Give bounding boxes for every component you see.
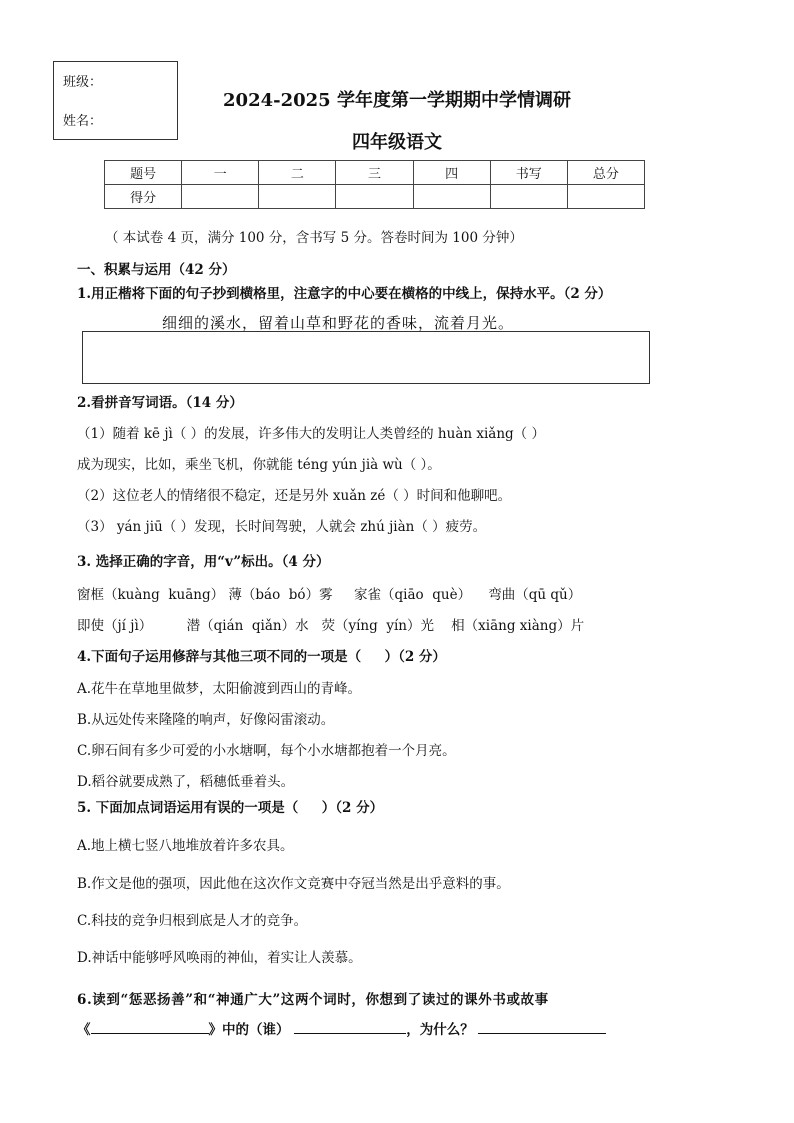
score-cell[interactable] bbox=[413, 185, 490, 209]
question-2-line-1: （1）随着 kē jì（ ）的发展，许多伟大的发明让人类曾经的 huàn xiǎng（ ） bbox=[77, 426, 545, 442]
question-6-who-label: 》中的（谁） bbox=[208, 1022, 290, 1038]
table-row bbox=[105, 161, 645, 185]
question-2-line-4: （3） yán jiū（ ）发现，长时间驾驶，人就会 zhú jiàn（ ）疲劳。 bbox=[77, 519, 487, 535]
book-title-blank[interactable] bbox=[91, 1019, 209, 1034]
score-cell[interactable] bbox=[567, 185, 644, 209]
option-d: D.稻谷就要成熟了，稻穗低垂着头。 bbox=[77, 774, 295, 790]
question-6-prompt: 6.读到“惩恶扬善”和“神通广大”这两个词时，你想到了读过的课外书或故事 bbox=[77, 992, 549, 1008]
question-2-prompt: 2.看拼音写词语。（14 分） bbox=[77, 395, 243, 411]
book-open-mark: 《 bbox=[77, 1022, 91, 1038]
exam-title: 2024-2025 学年度第一学期期中学情调研 bbox=[223, 90, 571, 111]
class-label: 班级： bbox=[63, 75, 103, 90]
score-cell[interactable] bbox=[182, 185, 259, 209]
question-3-prompt: 3. 选择正确的字音，用“v”标出。（4 分） bbox=[77, 554, 330, 570]
option-a: A.花牛在草地里做梦，太阳偷渡到西山的青峰。 bbox=[77, 681, 362, 697]
question-3-line-1: 窗框（kuàng kuāng） 薄（báo bó）雾 家雀（qiāo què） 弯曲（qū qǔ） bbox=[77, 587, 582, 603]
score-row-label: 得分 bbox=[105, 185, 182, 209]
section-heading: 一、积累与运用（42 分） bbox=[77, 262, 236, 278]
reason-blank[interactable] bbox=[478, 1019, 606, 1034]
question-2-line-2: 成为现实，比如，乘坐飞机，你就能 téng yún jià wù（ ）。 bbox=[77, 457, 441, 473]
header-cell-number: 题号 bbox=[105, 161, 182, 185]
question-3-line-2: 即使（jí jì） 潜（qián qiǎn）水 荧（yíng yín）光 相（xiāng xiàng）片 bbox=[77, 618, 585, 634]
question-1-prompt: 1.用正楷将下面的句子抄到横格里，注意字的中心要在横格的中线上，保持水平。（2 分） bbox=[77, 286, 612, 302]
exam-subtitle: 四年级语文 bbox=[352, 132, 442, 153]
header-cell-3: 三 bbox=[336, 161, 413, 185]
character-blank[interactable] bbox=[294, 1019, 406, 1034]
score-cell[interactable] bbox=[259, 185, 336, 209]
table-row bbox=[105, 185, 645, 209]
score-table bbox=[104, 160, 645, 209]
option-b: B.作文是他的强项，因此他在这次作文竞赛中夺冠当然是出乎意料的事。 bbox=[77, 876, 510, 892]
header-cell-1: 一 bbox=[182, 161, 259, 185]
question-6-why-label: ，为什么？ bbox=[406, 1022, 474, 1038]
exam-note: （ 本试卷 4 页，满分 100 分，含书写 5 分。答卷时间为 100 分钟） bbox=[105, 230, 523, 246]
option-c: C.卵石间有多少可爱的小水塘啊，每个小水塘都抱着一个月亮。 bbox=[77, 743, 456, 759]
question-4-prompt: 4.下面句子运用修辞与其他三项不同的一项是（ ）（2 分） bbox=[77, 649, 446, 665]
name-label: 姓名： bbox=[63, 114, 103, 129]
question-6-answer-line bbox=[77, 1018, 606, 1038]
score-cell[interactable] bbox=[336, 185, 413, 209]
question-5-prompt: 5. 下面加点词语运用有误的一项是（ ）（2 分） bbox=[77, 800, 384, 816]
question-2-line-3: （2）这位老人的情绪很不稳定，还是另外 xuǎn zé（ ）时间和他聊吧。 bbox=[77, 488, 512, 504]
option-a: A.地上横七竖八地堆放着许多农具。 bbox=[77, 838, 294, 854]
header-cell-2: 二 bbox=[259, 161, 336, 185]
option-d: D.神话中能够呼风唤雨的神仙，着实让人羡慕。 bbox=[77, 950, 362, 966]
option-b: B.从远处传来隆隆的响声，好像闷雷滚动。 bbox=[77, 712, 335, 728]
copy-sentence: 细细的溪水，留着山草和野花的香味，流着月光。 bbox=[162, 314, 515, 332]
option-c: C.科技的竞争归根到底是人才的竞争。 bbox=[77, 913, 308, 929]
header-cell-4: 四 bbox=[413, 161, 490, 185]
score-cell[interactable] bbox=[490, 185, 567, 209]
handwriting-box[interactable] bbox=[82, 331, 650, 384]
header-cell-writing: 书写 bbox=[490, 161, 567, 185]
header-cell-total: 总分 bbox=[567, 161, 644, 185]
